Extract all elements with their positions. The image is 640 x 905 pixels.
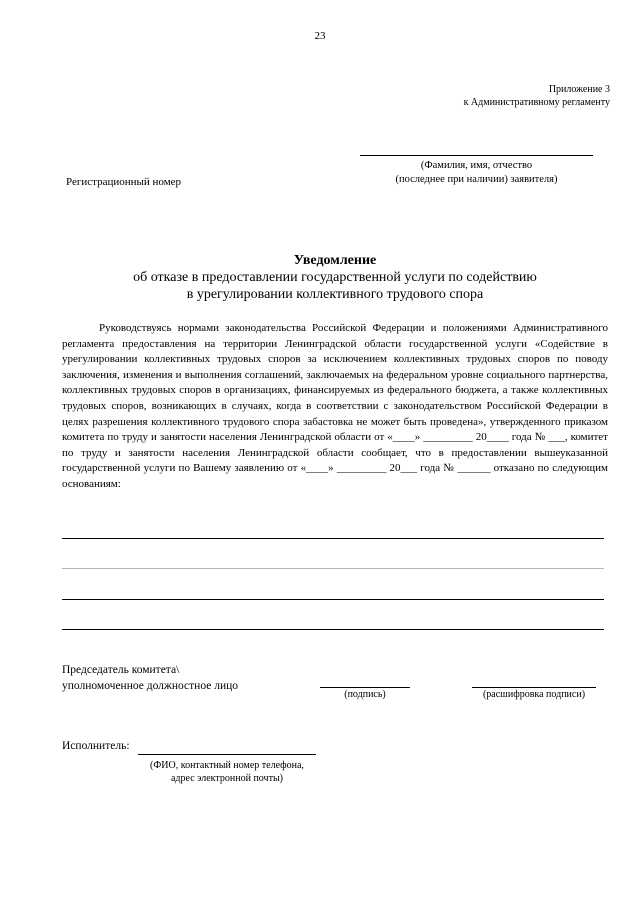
chairman-label-line-1: Председатель комитета\ bbox=[62, 664, 180, 676]
chairman-label-line-2: уполномоченное должностное лицо bbox=[62, 680, 238, 692]
signature-caption: (подпись) bbox=[344, 689, 386, 700]
executor-caption-line-1: (ФИО, контактный номер телефона, bbox=[150, 760, 304, 771]
document-subtitle-line-1: об отказе в предоставлении государственной услуги по содействию bbox=[133, 270, 537, 285]
reason-line bbox=[62, 538, 604, 539]
document-heading bbox=[60, 252, 610, 303]
registration-number-label: Регистрационный номер bbox=[66, 176, 182, 188]
appendix-line-2: к Административному регламенту bbox=[463, 97, 610, 108]
chairman-label bbox=[62, 662, 238, 694]
applicant-caption bbox=[360, 159, 593, 187]
notification-body: Руководствуясь нормами законодательства Российской Федерации и положениями Административного регламента предоставления на территории Ленинградской области государственной услуги «Содействие в урегулировании коллективных трудовых споров за исключением коллективных трудовых споров по поводу заключения, изменения и выполнения соглашений, заключаемых на федеральном уровне социального партнерства, коллективных трудовых споров в организациях, финансируемых из федерального бюджета, а также коллективных трудовых споров, возникающих в случаях, когда в соответствии с законодательством Российской Федерации в целях разрешения коллективного трудового спора забастовка не может быть проведена», утвержденного приказом комитета по труду и занятости населения Ленинградской области от «____» _________ 20____ года № ___, комитет по труду и занятости населения Ленинградской области сообщает, что в предоставлении вышеуказанной государственной услуги по Вашему заявлению от «____» _________ 20___ года № ______ отказано по следующим основаниям: bbox=[62, 322, 608, 490]
executor-line bbox=[138, 754, 316, 755]
executor-caption bbox=[138, 759, 316, 785]
document-subtitle-line-2: в урегулировании коллективного трудового спора bbox=[186, 287, 484, 302]
applicant-name-line bbox=[360, 155, 593, 156]
executor-caption-line-2: адрес электронной почты) bbox=[170, 773, 283, 784]
signature-decode-line bbox=[472, 687, 596, 688]
signature-decode-caption: (расшифровка подписи) bbox=[482, 689, 586, 700]
executor-label: Исполнитель: bbox=[62, 740, 130, 752]
signature-line bbox=[320, 687, 410, 688]
appendix-header bbox=[464, 83, 610, 109]
reason-line bbox=[62, 599, 604, 600]
applicant-caption-line-1: (Фамилия, имя, отчество bbox=[420, 160, 533, 171]
reason-line bbox=[62, 568, 604, 569]
appendix-line-1: Приложение 3 bbox=[548, 84, 610, 95]
reason-line bbox=[62, 629, 604, 630]
page-number: 23 bbox=[314, 30, 326, 42]
document-title: Уведомление bbox=[293, 253, 377, 268]
applicant-caption-line-2: (последнее при наличии) заявителя) bbox=[395, 174, 558, 185]
